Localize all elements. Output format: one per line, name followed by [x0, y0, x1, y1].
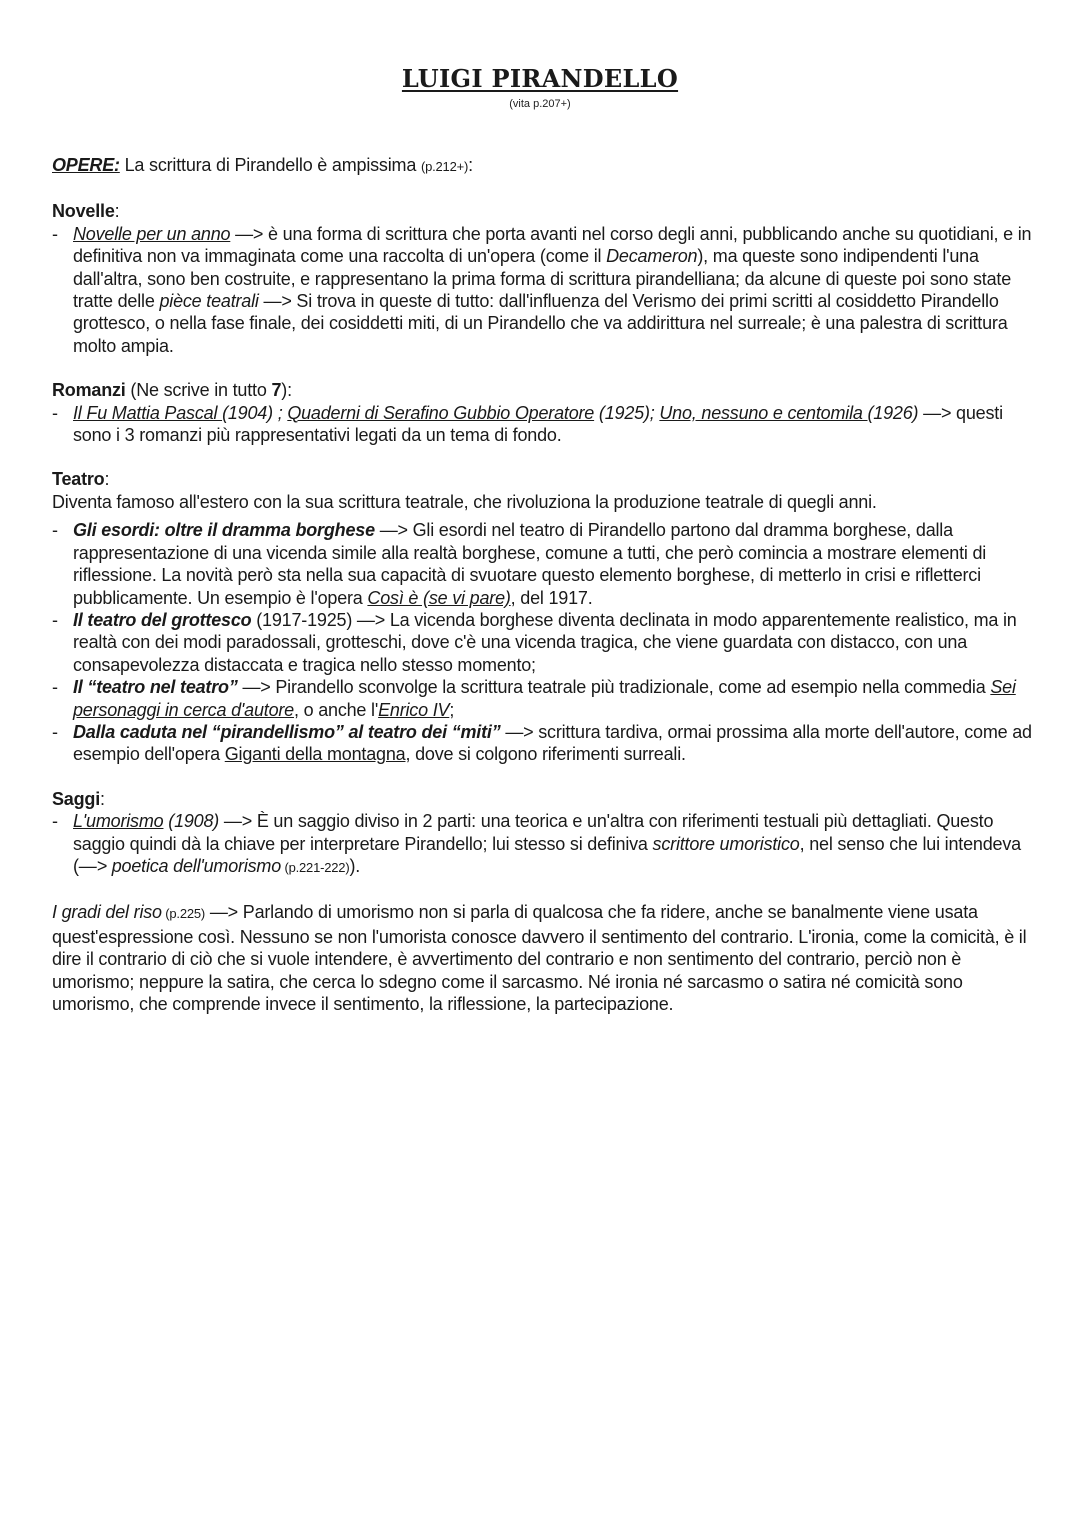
novelle-heading: Novelle: [52, 201, 115, 222]
work-umorismo: L'umorismo: [73, 811, 164, 832]
work-giganti: Giganti della montagna: [224, 744, 406, 765]
romanzi-text-3: —> questi sono i 3 romanzi più rappresentativi legati da un tema di fondo.: [73, 402, 1003, 446]
work-quaderni: Quaderni di Serafino Gubbio Operatore: [287, 402, 595, 423]
saggi-text-1: —> È un saggio diviso in 2 parti: una teorica e un'altra con riferimenti testuali più dettagliati. Questo saggio quindi dà la chiave per interpretare Pirandello; lui stesso si definiva: [73, 811, 994, 854]
list-item: [52, 721, 1032, 766]
novelle-list: [52, 223, 1032, 357]
teatro-item-head: Dalla caduta nel “pirandellismo” al teatro dei “miti”: [73, 721, 501, 742]
year-1926: (1926): [867, 402, 919, 423]
teatro-colon: :: [104, 469, 110, 490]
work-uno-nessuno: Uno, nessuno e centomila: [659, 402, 868, 423]
teatro-item-text: —> Gli esordi nel teatro di Pirandello partono dal dramma borghese, dalla rappresentazione di una vicenda simile alla realtà borghese, comune a tutti, che però comincia a mostrare elementi di riflessione. La novità però sta nella sua capacità di svuotare questo elemento borghese, di metterlo in crisi e rifletterci pubblicamente. Un esempio è l'opera: [73, 520, 987, 608]
romanzi-text-1: (Ne scrive in tutto: [125, 380, 272, 401]
opere-text: La scrittura di Pirandello è ampissima: [119, 155, 421, 175]
teatro-item-text: —> Pirandello sconvolge la scrittura teatrale più tradizionale, come ad esempio nella commedia: [237, 677, 991, 698]
romanzi-heading: Romanzi: [52, 380, 126, 401]
opere-end: :: [468, 155, 473, 175]
scrittore-umoristico: scrittore umoristico: [652, 833, 800, 854]
romanzi-section: [52, 379, 1032, 446]
teatro-item-text: , del 1917.: [510, 587, 593, 608]
novelle-work-title: Novelle per un anno: [73, 223, 231, 244]
romanzi-list: [52, 402, 1032, 447]
separator: ;: [272, 402, 288, 423]
teatro-item-head: Gli esordi: oltre il dramma borghese: [73, 520, 375, 541]
page-title: [0, 64, 1080, 93]
novelle-text-3: —> Si trova in queste di tutto: dall'influenza del Verismo dei primi scritti al cosiddetto Pirandello grottesco, o nella fase finale, dei cosiddetti miti, di un Pirandello che va addirittura nel surreale; è una palestra di scrittura molto ampia.: [73, 291, 1008, 356]
novelle-colon: :: [114, 201, 120, 222]
year-1925: (1925): [594, 402, 650, 423]
gradi-text: —> Parlando di umorismo non si parla di qualcosa che fa ridere, anche se banalmente viene usata quest'espressione così. Nessuno se non l'umorista conosce davvero il sentimento del contrario. L'ironia, come la comicità, è il dire il contrario di ciò che si vuole intendere, è avvertimento del contrario e non sentimento del contrario, perciò non è umorismo; neppure la satira, che cerca lo sdegno come il sarcasmo. Né ironia né sarcasmo o satira né comicità sono umorismo, che comprende invece il sentimento, la riflessione, la partecipazione.: [52, 902, 1027, 1014]
teatro-item-text: —> scrittura tardiva, ormai prossima alla morte dell'autore, come ad esempio dell'opera: [73, 721, 1032, 765]
novelle-section: [52, 200, 1032, 357]
saggi-page-ref: (p.221-222): [281, 859, 350, 875]
list-item: [52, 810, 1032, 879]
poetica-umorismo: —> poetica dell'umorismo: [78, 855, 282, 876]
teatro-section: [52, 468, 1032, 765]
teatro-list: [52, 519, 1032, 765]
teatro-item-text: , dove si colgono riferimenti surreali.: [405, 744, 686, 765]
gradi-page-ref: (p.225): [161, 906, 206, 922]
romanzi-text-2: ):: [281, 380, 292, 401]
teatro-item-head: Il teatro del grottesco: [73, 609, 252, 630]
romanzi-count: 7: [271, 380, 282, 401]
teatro-item-text: ;: [449, 699, 455, 720]
teatro-intro: Diventa famoso all'estero con la sua scrittura teatrale, che rivoluziona la produzione teatrale di quegli anni.: [52, 491, 877, 512]
opere-page-ref: (p.212+): [420, 159, 469, 174]
list-item: [52, 223, 1032, 357]
work-cosi-e: Così è (se vi pare): [367, 587, 511, 608]
work-sei-personaggi: Sei personaggi in cerca d'autore: [73, 677, 1016, 720]
teatro-item-text: , o anche l': [293, 699, 379, 720]
saggi-text-3: ).: [349, 855, 361, 876]
teatro-item-head: Il “teatro nel teatro”: [73, 677, 238, 698]
separator: ;: [649, 402, 660, 423]
gradi-paragraph: [52, 901, 1032, 1015]
year-1908: (1908): [163, 811, 220, 832]
page-subtitle: (vita p.207+): [509, 98, 571, 110]
opere-paragraph: [52, 154, 1032, 178]
teatro-item-text: (1917-1925) —> La vicenda borghese diventa declinata in modo apparentemente realistico, ma in realtà con dei modi paradossali, grotteschi, dove c'è una vicenda tragica, che viene guardata con distacco, con una consapevolezza distaccata e tragica nello stesso momento;: [73, 609, 1017, 675]
saggi-colon: :: [100, 788, 105, 809]
work-enrico-iv: Enrico IV: [378, 699, 450, 720]
teatro-heading: Teatro: [52, 469, 105, 490]
year-1904: (1904): [222, 402, 273, 423]
saggi-section: [52, 788, 1032, 880]
decameron-title: Decameron: [606, 246, 698, 267]
title-text: LUIGI PIRANDELLO: [401, 64, 679, 93]
document-body: [52, 154, 1032, 1015]
list-item: [52, 402, 1032, 447]
saggi-list: [52, 810, 1032, 879]
list-item: [52, 676, 1032, 721]
saggi-heading: Saggi: [52, 788, 101, 809]
list-item: [52, 519, 1032, 609]
gradi-title: I gradi del riso: [52, 902, 162, 923]
novelle-text-2: ), ma queste sono indipendenti l'una dall'altra, sono ben costruite, e rappresentano la prima forma di scrittura pirandelliana; da alcune di queste poi sono state tratte delle: [73, 246, 1012, 312]
piece-teatrali: pièce teatrali: [159, 291, 259, 312]
saggi-text-2: , nel senso che lui intendeva (: [73, 833, 1021, 876]
list-item: [52, 609, 1032, 676]
opere-label: OPERE:: [52, 155, 120, 175]
work-il-fu-mattia-pascal: Il Fu Mattia Pascal: [73, 402, 223, 423]
novelle-text-1: —> è una forma di scrittura che porta avanti nel corso degli anni, pubblicando anche su quotidiani, e in definitiva non va immaginata come una raccolta di un'opera (come il: [73, 223, 1032, 267]
